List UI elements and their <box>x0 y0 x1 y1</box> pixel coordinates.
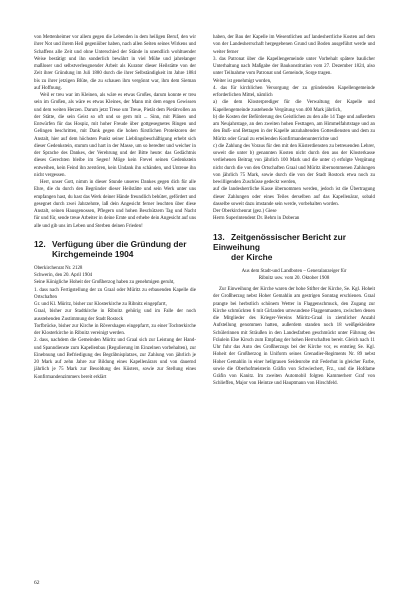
section-13-source: Ribnitz usw. vom 20. Oktober 1908 <box>258 275 330 281</box>
left-column <box>34 34 196 381</box>
section-13-title-line1: Zeitgenössischer Bericht zur Einweihung <box>213 231 346 252</box>
intro-paragraph: Herr, unser Gott, nimm in dieser Stunde unseres Dankes gegen dich für alle Ehre, die du durch den Begründer dieser Heilstätte und sein Werk unter uns empfangen hast, du hast das Werk deiner Hände freundlich behütet, gefördert und gesegnet durch zwei Jahrzehnte, laß dein Angesicht ferner leuchten über diese Anstalt, seinen Hausgenossen, Pflegern und hohen Beschützern Tag und Nacht für und für, sende treue Arbeiter in deine Ernte und erhebe dein Angesicht auf uns alle und gib uns im Leben und Sterben deinen Frieden! <box>34 180 196 229</box>
section-12-meta: Oberkirchenrat Nr. 2128 <box>34 265 83 271</box>
section-13-heading <box>213 232 375 262</box>
signature-line: Der Oberkirchenrat (gez.) Giese <box>213 209 277 214</box>
body-paragraph: c) die Zahlung des Voraus für den mit den Küsterdiensten zu betreuenden Lehrer, soweit die unter b) genannten Kosten nicht durch den aus der Klosterkasse verliehenen Beitrag von jährlich 100 Mark und die unter c) erfolgte Vergütung nicht durch die von den Ortschaften Graal und Müritz übernommenen Zahlungen von jährlich 75 Mark, sowie durch die von der Stadt Rostock etwa noch zu bewilligenden Zuschüsse gedeckt werden, <box>213 143 375 185</box>
body-paragraph: b) die Kosten der Beförderung des Geistlichen zu den alle 14 Tage und außerdem am Neujahrstage, an den zweiten hohen Festtagen, am Himmelfahrtstage und an den Buß- und Bettagen in der Kapelle anzuhaltenden Gottesdiensten und dem zu Müritz oder Graal zu erteilenden Konfirmandenunterrichte und <box>213 114 375 142</box>
body-paragraph: 3. das Patronat über die Kapellengemeinde unter Vorbehalt spätere baulicher Unterhaltung nach Maßgabe der Baukonstitution vom 27. Dezember 1824, also unter Teilnahme vom Patronat und Gemeinde, Sorge tragen. <box>213 56 375 77</box>
section-13-number: 13. <box>213 231 225 242</box>
page-number: 62 <box>34 580 40 586</box>
body-paragraph: haben, der Bau der Kapelle im Wesentlichen auf landesherrliche Kosten auf dem von der Landesherrschaft hergegebenen Grund und Boden ausgeführt werde und weiter ferner <box>213 35 375 55</box>
section-12-title-line1: Verfügung über die Gründung der <box>52 238 187 249</box>
right-column <box>213 34 375 388</box>
section-12-heading <box>34 239 196 259</box>
section-12-body: 1. dass nach Fertigstellung der zu Graal oder Müritz zu erbauenden Kapelle die Ortschaften <box>34 287 196 300</box>
section-13-body: Zur Einweihung der Kirche waren der hohe Stifter der Kirche, Se. Kgl. Hoheit der Großherzog nebst Hoher Gemahlin am gestrigen Sonntag erschienen. Graal prangte bei herbstlich schönem Wetter in Flaggenschmuck, den Zugang zur Kirche schmückten 6 mit Girlanden umwundene Flaggenmasten, zwischen denen die Mitglieder des Krieger-Vereins Müritz-Graal in ziemlicher Anzahl Aufstellung genommen hatten, außerdem standen noch 18 weißgekleidete Schülerinnen mit Sträußen in den Landesfarben geschmückt unter Führung des Fräulein Else Kirsch zum Empfang der hohen Herrschaften bereit. Gleich nach 11 Uhr fuhr das Auto des Großherzogs bei der Kirche vor, es entstieg Se. Kgl. Hoheit der Großherzog in Uniform seines Grenadier-Regiments Nr. 89 nebst Hoher Gemahlin in einer hellgrauen Seidenrobe mit Federhut in gleicher Farbe, sowie die Oberhofmeisterin Gräfin von Schwiechert, Frz., und die Hofdame Gräfin von Kanitz. Im zweiten Automobil folgten Kammerherr Graf von Schlieffen, Major von Heintze und Hauptmann von Hirschfeld. <box>213 287 375 387</box>
section-12-meta: Schwerin, den 20. April 1904 <box>34 273 93 278</box>
section-13-title-line2: der Kirche <box>231 251 273 262</box>
section-12-number: 12. <box>34 238 46 249</box>
body-paragraph: Weiter ist genehmigt worden, <box>213 78 272 84</box>
section-13-source: Aus dem Stadt-und Landboten – Generalanzeiger für <box>241 268 347 274</box>
intro-paragraph: Weil er treu war im Kleinen, als wäre es etwas Großes, darum konnte er treu sein im Großen, als wäre es etwas Kleines, der Mann mit dem engen Gewissen und dem weiten Herzen. Darum jetzt Treue um Treue, Pietät dem Pietätvollen an der Stätte, die sein Geist so oft und so gern mit ... Sinn, mit Plänen und Entwürfen für das Hospiz, mit hoher Freude über gottgesegnetes Ringen und Gelingen beschritten, mit Dank gegen die hohen fürstlichen Protektoren der Anstalt, hier auf dem höchsten Punkt seiner Lieblingsbeschäftigung erhebt sich dieser Gedenkstein, stumm und hart in der Masse, um so beredter und weicher in der Sprache des Dankes, der Verehrung und der Bitte heute: das Gedächtnis dieses Gerechten bleibe im Segen! Möge kein Frevel seinen Gedenkstein entweihen, kein Feind ihn zerstören, kein Undank ihn schänden, und Untreue ihn nicht vergessen. <box>34 93 196 178</box>
section-12-body: 2. dass, nachdem die Gemeinden Müritz und Graal sich zur Leistung der Hand- und Spanndienste zum Kapellenbau (Regulierung im Einzelnen vorbehalten), zur Einebnung und Befriedigung des Begräbnisplatzes, zur Zahlung von jährlich je 20 Mark auf zehn Jahre zur Bildung eines Kapellenärars und von dauernd jährlich je 75 Mark zur Besoldung des Küsters, sowie zur Stellung eines Konfirmandenzimmers bereit erklärt <box>34 338 196 380</box>
section-12-body: Gr. und Kl. Müritz, bisher zur Klosterkirche zu Ribnitz eingepfarrt, <box>34 302 167 307</box>
body-paragraph: a) die dem Klosterprediger für die Verwaltung der Kapelle und Kapellengemeinde zustehende Vergütung von 400 Mark jährlich, <box>213 100 375 113</box>
section-12-body: Graal, bisher zur Stadtkirche in Ribnitz gehörig und im Falle der noch ausstehenden Zustimmung der Stadt Rostock <box>34 309 196 322</box>
body-paragraph: 4. das für kirchlichen Versorgung der zu gründenden Kapellengemeinde erforderlichen Mittel, nämlich <box>213 85 375 98</box>
addressee-line: Herrn Superintendent Dr. Behm in Doberan <box>213 216 300 222</box>
section-12-body: Seine Königliche Hoheit der Großherzog haben zu genehmigen geruht, <box>34 280 175 286</box>
body-paragraph: auf die landesherrliche Kasse übernommen werden, jedoch ist die Übertragung dieser Zahlungen oder eines Teiles derselben auf das Kapellenärar, sobald dasselbe soweit dazu imstande sein werde, vorbehalten worden. <box>213 187 375 207</box>
section-12-body: Torfbrücke, bisher zur Kirche in Rövershagen eingepfarrt, zu einer Tochterkirche der Klosterkirche in Ribnitz vereinigt werden. <box>34 323 196 336</box>
intro-paragraph: von Mettenheimer vor allem gegen die Lebenden in dem heiligen Beruf, den wir ihrer Not und ihrem Heil gegeniüber haben, nach allen Seiten seines Wirkens und Schaffens alle Zeit und ohne Unterschied der Stände in unendlich wohltuender Weise bestätigt und ihn sonderlich bewährt in viel Mühe und jahrelanger maßloser und selbstverleugnender Arbeit als Kurator dieser Heilstätte von der Zeit ihrer Gründung im Juli 1880 durch die ihrer Selbständigkeit im Jahre 1884 bis zu ihrer jetzigen Blüte, die zu schauen ihm vergönnt war, ihm dem Sieman auf Hoffnung. <box>34 35 196 91</box>
section-12-title-line2: Kirchgemeinde 1904 <box>52 248 134 259</box>
